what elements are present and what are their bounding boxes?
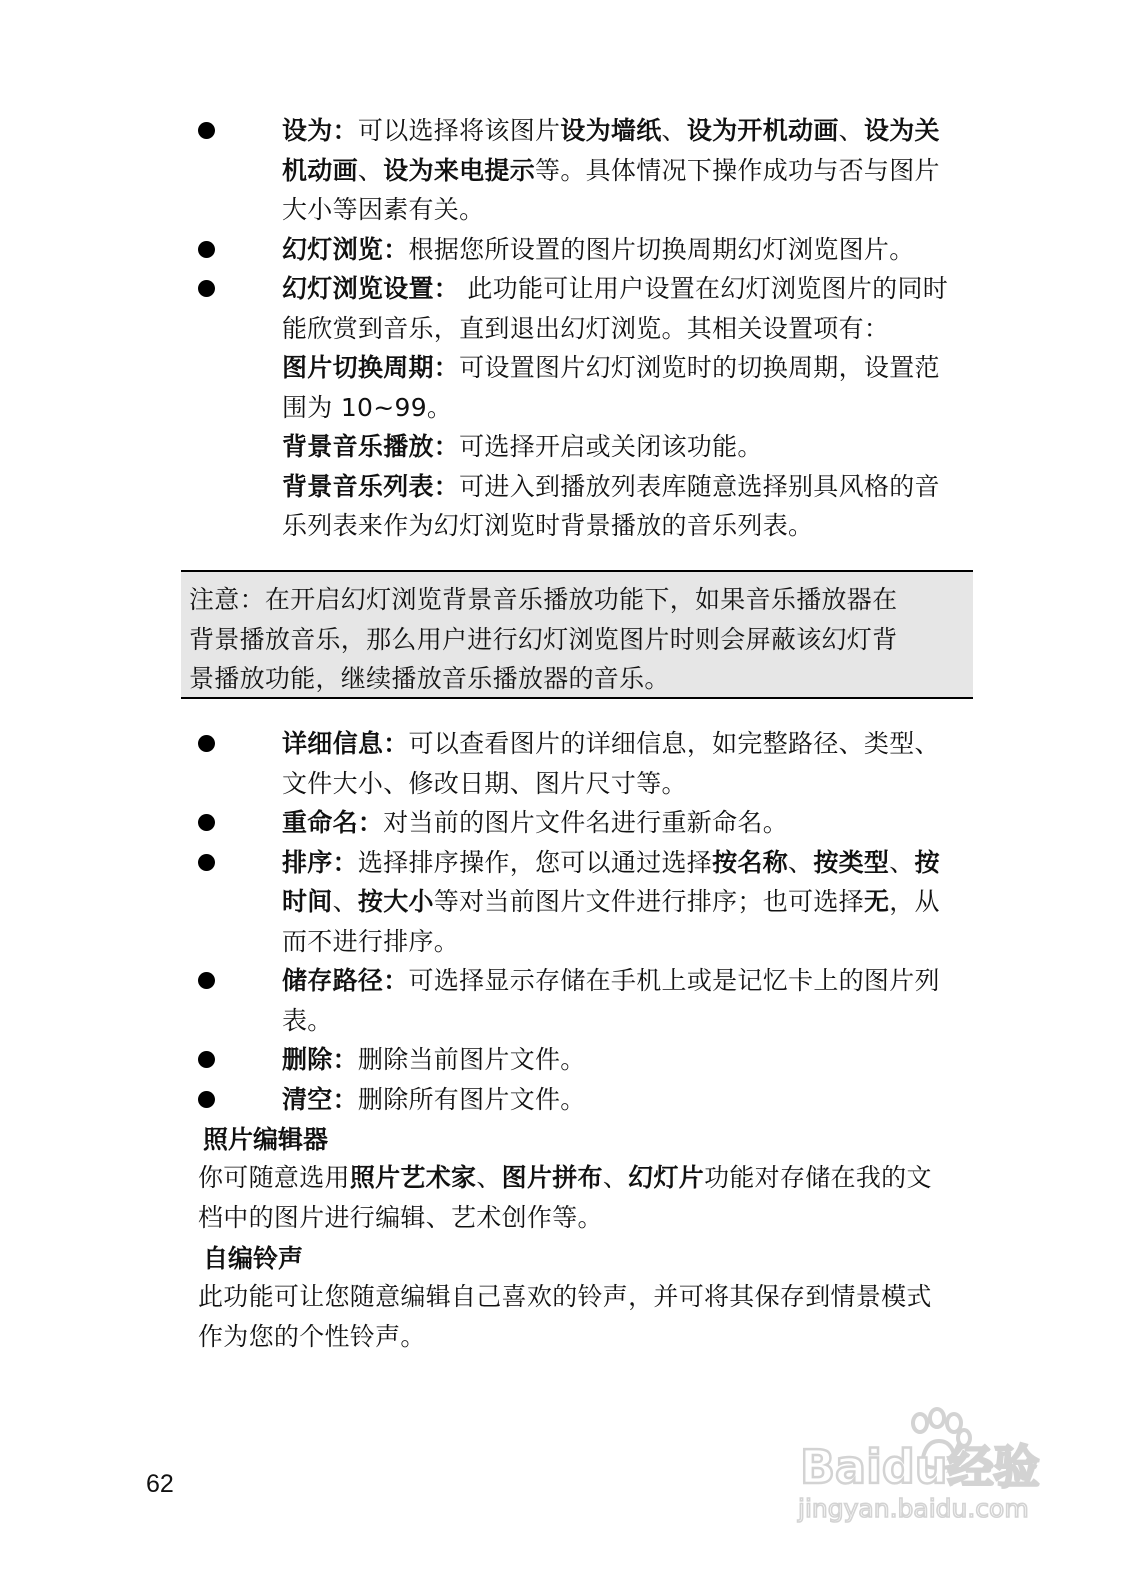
- text-run: 对当前的图片文件名进行重新命名。: [383, 808, 789, 837]
- text-run: 此功能可让您随意编辑自己喜欢的铃声，并可将其保存到情景模式: [198, 1282, 932, 1311]
- watermark-brand-text: Baidu经验: [800, 1440, 1040, 1494]
- bullet-icon: [198, 735, 215, 752]
- text-run: 表。: [282, 1005, 333, 1035]
- list-item: [0, 724, 1012, 803]
- bullet-icon: [198, 854, 215, 871]
- bullet-icon: [198, 1051, 215, 1068]
- text-run: 文件大小、修改日期、图片尺寸等。: [282, 768, 687, 798]
- text-line: [282, 111, 1012, 151]
- text-run: 、: [332, 887, 358, 916]
- page-number: 62: [146, 1470, 174, 1498]
- text-line: [282, 922, 1012, 962]
- text-run: 、: [838, 116, 864, 145]
- text-line: [198, 1198, 1018, 1238]
- bold-term: 详细信息：: [282, 729, 409, 758]
- bold-term: 设为墙纸: [560, 116, 662, 145]
- text-run: 可选择开启或关闭该功能。: [459, 432, 763, 461]
- bullet-icon: [198, 814, 215, 831]
- bold-term: 按类型: [813, 847, 890, 877]
- text-line: [282, 764, 1012, 804]
- bullet-list-top: [0, 111, 1132, 546]
- bold-term: 储存路径：: [282, 966, 409, 995]
- bold-term: 幻灯浏览：: [282, 234, 409, 264]
- bold-term: 删除：: [282, 1045, 358, 1074]
- list-item: [0, 961, 1012, 1040]
- bold-term: 设为来电提示: [383, 155, 536, 185]
- bold-term: 无: [863, 887, 890, 916]
- bullet-list-bottom: [0, 724, 1132, 1119]
- text-line: [282, 1080, 1012, 1120]
- bold-term: 按大小: [357, 887, 434, 916]
- list-item: [0, 269, 1012, 546]
- bold-term: 重命名：: [282, 808, 384, 837]
- section-title-ringtone: 自编铃声: [203, 1244, 304, 1273]
- text-run: 能欣赏到音乐，直到退出幻灯浏览。其相关设置项有：: [282, 313, 890, 343]
- text-run: 、: [889, 847, 915, 877]
- text-run: 等对当前图片文件进行排序；也可选择: [433, 887, 864, 916]
- bold-term: 图片拼布: [501, 1163, 603, 1192]
- text-run: 功能对存储在我的文: [704, 1163, 932, 1192]
- text-run: 可以选择将该图片: [357, 116, 561, 145]
- text-line: [198, 1317, 1018, 1357]
- bold-term: 按: [914, 847, 940, 877]
- bold-term: 设为开机动画: [686, 116, 839, 145]
- list-item: [0, 803, 1012, 843]
- text-line: [282, 427, 1012, 467]
- text-run: ，从: [889, 887, 940, 916]
- bold-term: 排序：: [282, 847, 358, 877]
- list-item: [0, 230, 1012, 270]
- text-line: [198, 1158, 1018, 1198]
- bold-term: 清空：: [282, 1084, 358, 1114]
- text-run: 围为 10~99。: [282, 392, 453, 422]
- bold-term: 图片切换周期：: [282, 353, 460, 382]
- text-run: 、: [602, 1163, 629, 1192]
- note-line: 景播放功能，继续播放音乐播放器的音乐。: [189, 664, 670, 693]
- text-line: [282, 388, 1012, 428]
- text-line: [282, 269, 1012, 309]
- bold-term: 设为关: [863, 116, 940, 145]
- text-line: [282, 1001, 1012, 1041]
- text-run: 删除所有图片文件。: [357, 1084, 586, 1114]
- text-run: 、: [357, 155, 384, 185]
- bullet-icon: [198, 1091, 215, 1108]
- text-run: 此功能可让用户设置在幻灯浏览图片的同时: [459, 274, 949, 303]
- text-run: 档中的图片进行编辑、艺术创作等。: [198, 1202, 603, 1232]
- list-item: [0, 1080, 1012, 1120]
- bold-term: 照片艺术家: [349, 1163, 477, 1192]
- bullet-icon: [198, 280, 215, 297]
- text-run: 等。具体情况下操作成功与否与图片: [535, 155, 940, 185]
- text-line: [282, 1040, 1012, 1080]
- text-line: [282, 230, 1012, 270]
- section-title-photo-editor: 照片编辑器: [203, 1125, 329, 1154]
- note-box: [181, 570, 973, 699]
- bold-term: 背景音乐列表：: [282, 471, 460, 501]
- text-run: 、: [788, 847, 814, 877]
- bold-term: 机动画: [282, 155, 358, 185]
- text-run: 作为您的个性铃声。: [198, 1321, 426, 1351]
- text-run: 选择排序操作，您可以通过选择: [357, 847, 713, 877]
- text-run: 删除当前图片文件。: [357, 1045, 586, 1074]
- text-line: [198, 1277, 1018, 1317]
- text-run: 、: [476, 1163, 502, 1192]
- note-line: 背景播放音乐，那么用户进行幻灯浏览图片时则会屏蔽该幻灯背: [189, 624, 898, 654]
- bullet-icon: [198, 241, 215, 258]
- bold-term: 按名称: [712, 847, 789, 877]
- section-body-ringtone: [198, 1277, 1018, 1356]
- text-run: 、: [661, 116, 687, 145]
- text-run: 大小等因素有关。: [282, 195, 485, 224]
- text-run: 可进入到播放列表库随意选择别具风格的音: [459, 471, 940, 501]
- watermark-url-text: jingyan.baidu.com: [798, 1494, 1029, 1523]
- text-line: [282, 724, 1012, 764]
- text-line: [282, 190, 1012, 230]
- list-item: [0, 1040, 1012, 1080]
- text-line: [282, 961, 1012, 1001]
- baidu-jingyan-watermark: [792, 1405, 1062, 1535]
- text-line: [282, 467, 1012, 507]
- text-line: [282, 348, 1012, 388]
- list-item: [0, 111, 1012, 230]
- section-body-photo-editor: [198, 1158, 1018, 1237]
- bold-term: 背景音乐播放：: [282, 432, 460, 461]
- text-run: 可以查看图片的详细信息，如完整路径、类型、: [408, 729, 940, 758]
- text-line: [282, 803, 1012, 843]
- list-item: [0, 843, 1012, 962]
- text-line: [282, 843, 1012, 883]
- text-run: 而不进行排序。: [282, 926, 460, 956]
- note-line: 注意：在开启幻灯浏览背景音乐播放功能下，如果音乐播放器在: [189, 585, 898, 614]
- text-line: [282, 882, 1012, 922]
- text-run: 你可随意选用: [198, 1163, 350, 1192]
- bullet-icon: [198, 122, 215, 139]
- bold-term: 幻灯片: [628, 1163, 705, 1192]
- text-run: 可选择显示存储在手机上或是记忆卡上的图片列: [408, 966, 940, 995]
- text-line: [282, 151, 1012, 191]
- text-line: [282, 506, 1012, 546]
- bold-term: 时间: [282, 887, 333, 916]
- bold-term: 幻灯浏览设置：: [282, 274, 460, 303]
- text-run: 可设置图片幻灯浏览时的切换周期，设置范: [459, 353, 940, 382]
- bullet-icon: [198, 972, 215, 989]
- bold-term: 设为：: [282, 116, 358, 145]
- text-run: 乐列表来作为幻灯浏览时背景播放的音乐列表。: [282, 511, 814, 540]
- text-line: [282, 309, 1012, 349]
- text-run: 根据您所设置的图片切换周期幻灯浏览图片。: [408, 234, 915, 264]
